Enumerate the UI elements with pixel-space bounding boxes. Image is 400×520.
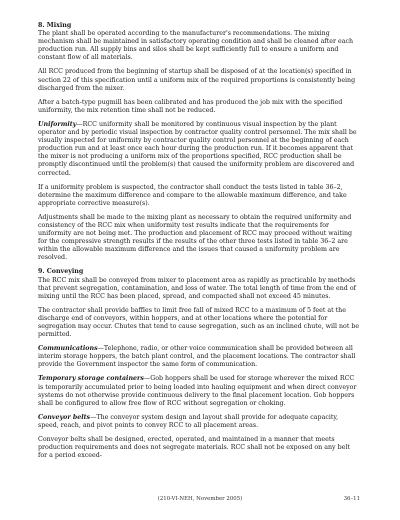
paragraph: After a batch-type pugmill has been calibrated and has produced the job mix with the specified uniformity, the mix retention time shall not be reduced.: [38, 98, 343, 114]
paragraph: If a uniformity problem is suspected, the contractor shall conduct the tests listed in table 36–2, determine the maximum difference and compare to the allowable maximum difference, and take appropriate corrective measure(s).: [38, 183, 347, 207]
paragraph-body: —Gob hoppers shall be used for storage wherever the mixed RCC is temporarily accumulated prior to being loaded into hauling equipment and when direct conveyor systems do not otherwise provide continuous delivery to the final placement location. Gob hoppers shall be configured to allow free flow of RCC without segregation or choking.: [38, 375, 357, 407]
paragraph-lead: Conveyor belts: [38, 413, 91, 421]
paragraph-lead: Uniformity: [38, 120, 77, 128]
paragraph: The RCC mix shall be conveyed from mixer to placement area as rapidly as practicable by methods that prevent segregation, contamination, and loss of water. The total length of time from the end of mixing until the RCC has been placed, spread, and compacted shall not exceed 45 minutes.: [38, 276, 356, 300]
paragraph-lead: Temporary storage containers: [38, 375, 144, 383]
paragraph-storage-containers: [38, 375, 360, 407]
paragraph-body: —RCC uniformity shall be monitored by continuous visual inspection by the plant operator and by periodic visual inspection by contractor quality control personnel. The mix shall be visually inspected for uniformity by contractor quality control personnel at the beginning of each production run and at least once each hour during the production run. If it becomes apparent that the mixer is not producing a uniform mix of the proportions specified, RCC production shall be promptly discontinued until the problem(s) that caused the uniformity problem are discovered and corrected.: [38, 120, 357, 177]
section-heading-mixing: 8. Mixing: [38, 22, 72, 29]
page-number: 36–11: [343, 496, 360, 502]
section-heading-conveying: 9. Conveying: [38, 268, 84, 276]
paragraph-body: —The conveyor system design and layout shall provide for adequate capacity, speed, reach, and pivot points to convey RCC to all placement areas.: [38, 413, 339, 429]
paragraph: Adjustments shall be made to the mixing plant as necessary to obtain the required uniformity and consistency of the RCC mix when uniformity test results indicate that the requirements for uniformity are not being met. The production and placement of RCC may proceed without waiting for the compressive strength results if the results of the other three tests listed in table 36–2 are within the allowable maximum difference and the issues that caused a uniformity problem are resolved.: [38, 213, 353, 262]
paragraph: The plant shall be operated according to the manufacturer's recommendations. The mixing mechanism shall be maintained in satisfactory operating condition and shall be cleaned after each production run. All supply bins and silos shall be kept sufficiently full to ensure a uniform and constant flow of all materials.: [38, 30, 354, 62]
paragraph: Conveyor belts shall be designed, erected, operated, and maintained in a manner that meets production requirements and does not segregate materials. RCC shall not be exposed on any belt for a period exceed-: [38, 436, 350, 460]
paragraph: All RCC produced from the beginning of startup shall be disposed of at the location(s) specified in section 22 of this specification until a uniform mix of the required proportions is consistently being discharged from the mixer.: [38, 68, 356, 92]
paragraph-conveyor-belts: [38, 414, 360, 430]
paragraph: The contractor shall provide baffles to limit free fall of mixed RCC to a maximum of 5 feet at the discharge end of conveyors, within hoppers, and at other locations where the potential for segregation may occur. Chutes that tend to cause segregation, such as an inclined chute, will not be permitted.: [38, 306, 360, 339]
paragraph-communications: [38, 345, 360, 369]
footer-document-id: (210-VI-NEH, November 2005): [157, 496, 243, 502]
paragraph-uniformity: [38, 121, 360, 178]
paragraph-lead: Communications: [38, 345, 98, 353]
paragraph-body: —Telephone, radio, or other voice communication shall be provided between all interim storage hoppers, the batch plant control, and the placement locations. The contractor shall provide the Government inspector the same form of communication.: [38, 345, 356, 369]
